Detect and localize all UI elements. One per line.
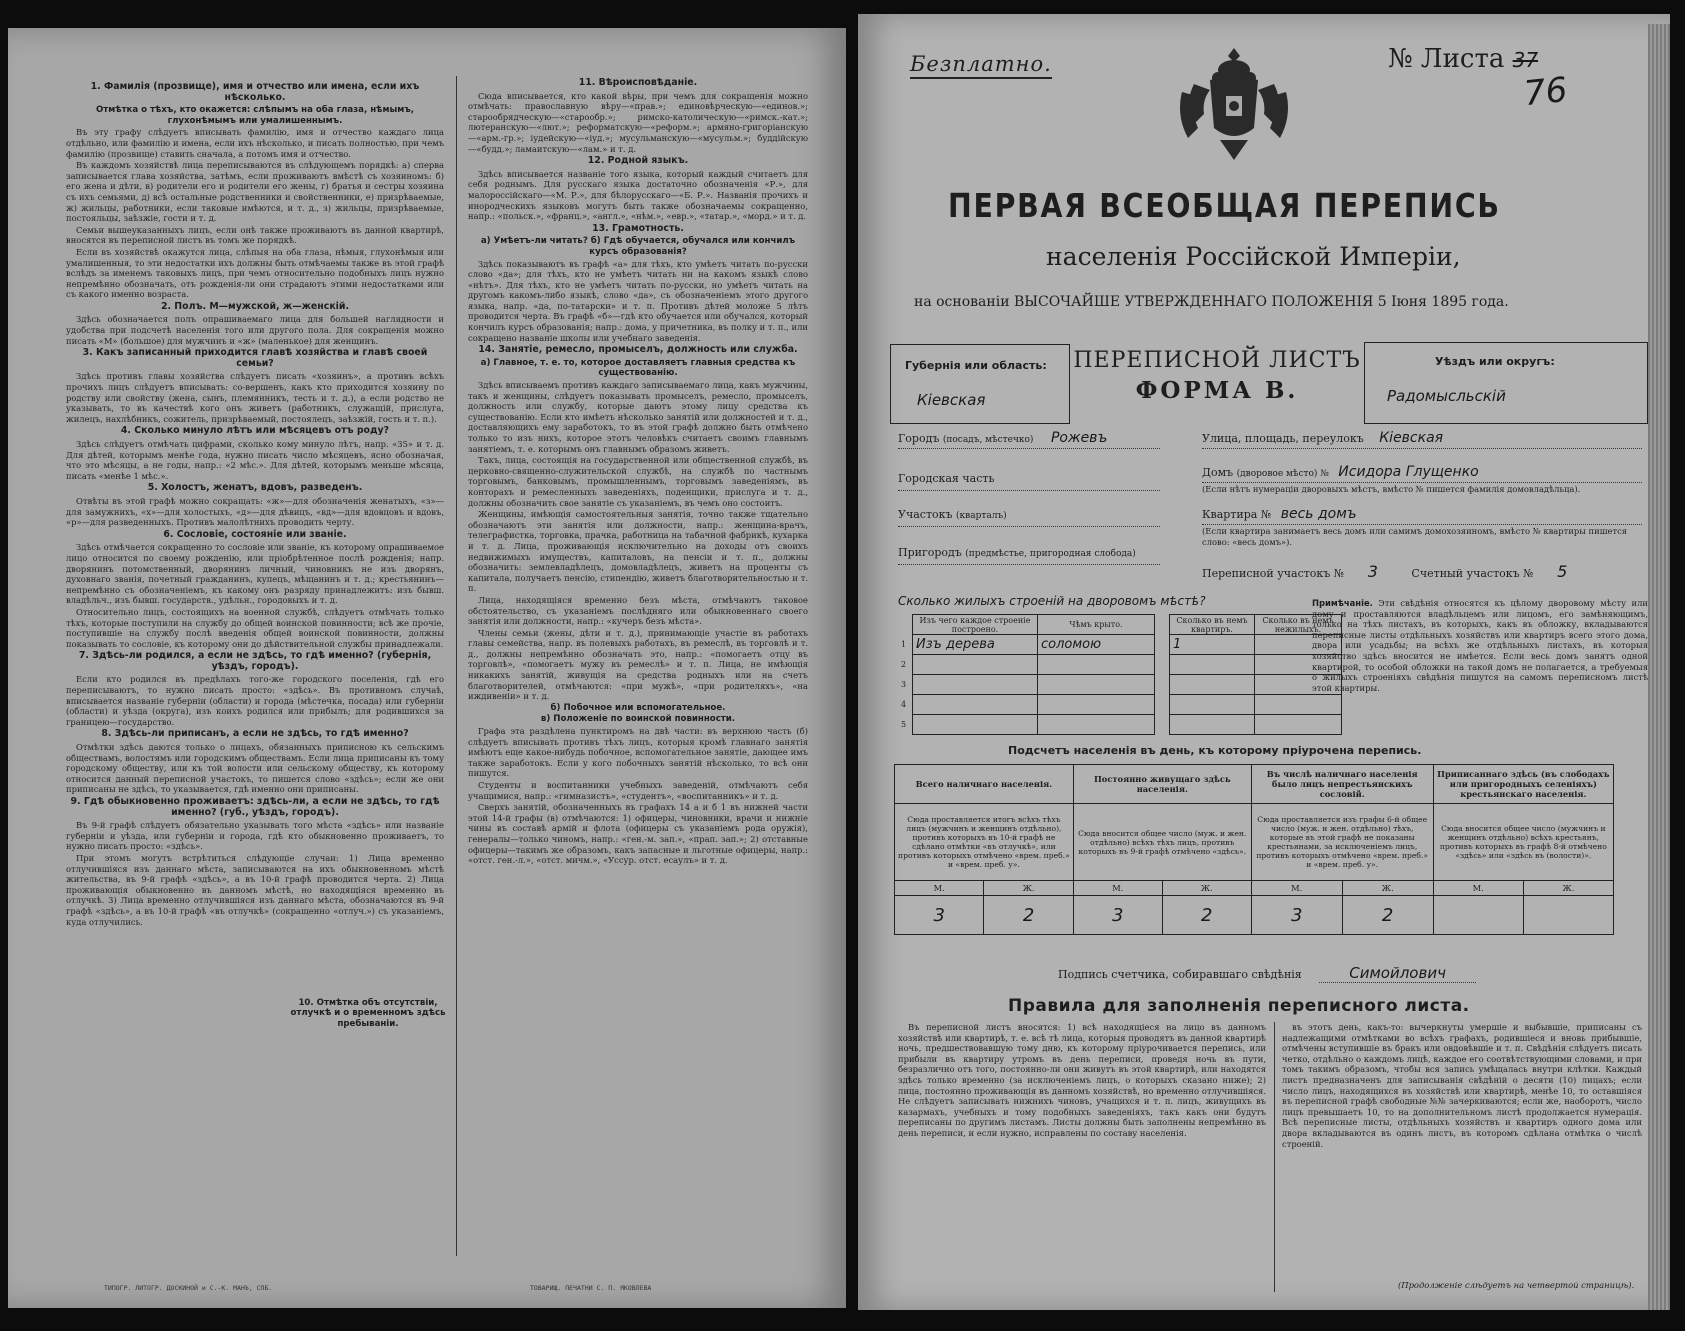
structure-row — [898, 715, 1342, 735]
material-cell[interactable] — [913, 675, 1038, 695]
ulitsa-value[interactable]: Кіевская — [1379, 430, 1444, 446]
paragraph: Относительно лицъ, состоящихъ на военной службѣ, слѣдуетъ отмѣчать только тѣхъ, которые поступили на службу до общей воинской повинности; всѣ же прочіе, поступившіе на службу послѣ введенія общей воинской повинности, должны показывать то сословіе, къ которому они до дѣйствительной службы принадлежали. — [66, 606, 444, 649]
count-description: Сюда проставляется изъ графы 6-й общее число (муж. и жен. отдѣльно) тѣхъ, которые въ этой графѣ не показаны крестьянами, за исключеніемъ лицъ, противъ которыхъ отмѣчено «врем. преб.» и «врем. преб. у». — [1251, 804, 1433, 881]
perepisnoy-label: Переписной участокъ № — [1202, 567, 1345, 580]
nonresidential-cell[interactable] — [1255, 695, 1342, 715]
ulitsa-field — [1202, 430, 1443, 446]
schetny-label: Счетный участокъ № — [1411, 567, 1534, 580]
section-heading: 7. Здѣсь-ли родился, а если не здѣсь, то гдѣ именно? (губернія, уѣздъ, городъ). — [78, 650, 432, 672]
list-number-struck: 37 — [1512, 48, 1539, 72]
section-heading: 5. Холостъ, женатъ, вдовъ, разведенъ. — [147, 482, 363, 494]
paragraph: Отмѣтки здѣсь даются только о лицахъ, обязанныхъ приписною къ сельскимъ обществамъ, волостямъ или городскимъ обществамъ. Если лица приписаны къ тому городскому обществу, или къ той волости или сельскому обществу, къ которому относится данный переписной участокъ, то пишется слово «здѣсь»; если же они приписаны не здѣсь, то указывается, гдѣ именно они приписаны. — [66, 742, 444, 795]
material-cell[interactable] — [913, 695, 1038, 715]
paragraph: Здѣсь слѣдуетъ отмѣчать цифрами, сколько кому минуло лѣтъ, напр. «35» и т. д. Для дѣтей, которымъ менѣе года, нужно писать число мѣсяцевъ, ясно обозначая, что это мѣсяцы, а не годы, напр.: «2 мѣс.». Для дѣтей, которымъ меньше мѣсяца, писать «менѣе 1 мѣс.». — [66, 439, 444, 481]
female-column-label: Ж. — [1342, 881, 1433, 896]
gorod-chast-field: Городская часть — [898, 472, 995, 485]
count-description: Сюда проставляется итогъ всѣхъ тѣхъ лицъ (мужчинъ и женщинъ отдѣльно), противъ которыхъ въ 10-й графѣ не сдѣлано отмѣтки «въ отлучкѣ», или противъ которыхъ отмѣчено «врем. преб.» и «врем. преб. у». — [895, 804, 1074, 881]
kvartira-field — [1202, 506, 1357, 522]
paragraph: Здѣсь отмѣчается сокращенно то сословіе или званіе, къ которому опрашиваемое лицо относится по своему рожденію, или пріобрѣтенное послѣ рожденія; напр. дворянинъ потомственный, дворянинъ личный, чиновникъ не изъ дворянъ, духовнаго званія, почетный гражданинъ, купецъ, мѣщанинъ и т. д.; крестьянинъ—непремѣнно съ обозначеніемъ, къ какому онъ разряду принадлежитъ: изъ бывш. владѣльч., изъ бывш. государств., удѣльн., городовыхъ и т. д. — [66, 542, 444, 606]
count-header: Въ числѣ наличнаго населенія было лицъ непрестьянскихъ сословій. — [1251, 765, 1433, 804]
material-cell[interactable] — [913, 655, 1038, 675]
gorod-field — [898, 430, 1107, 446]
form-title-line1: ПЕРЕПИСНОЙ ЛИСТЪ — [1073, 348, 1361, 373]
structures-header-nonresidential: Сколько въ немъ нежилыхъ. — [1255, 615, 1342, 635]
section-heading: в) Положеніе по воинской повинности. — [540, 714, 736, 725]
census-basis: на основаніи ВЫСОЧАЙШЕ УТВЕРЖДЕННАГО ПОЛОЖЕНІЯ 5 Іюня 1895 года. — [914, 294, 1509, 310]
guberniya-label: Губернія или область: — [905, 359, 1047, 372]
count-value[interactable] — [1523, 896, 1613, 935]
roof-cell[interactable]: соломою — [1038, 635, 1155, 655]
paragraph: Здѣсь обозначается полъ опрашиваемаго лица для большей наглядности и удобства при подсчетѣ населенія того или другого пола. Для сокращенія можно писать «М» (большое) для мужчинъ и «ж» (маленькое) для женщинъ. — [66, 314, 444, 346]
uchastok-field — [898, 508, 1007, 521]
count-description: Сюда вносится общее число (муж. и жен. отдѣльно) всѣхъ тѣхъ лицъ, противъ которыхъ въ 9-й графѣ отмѣчено «здѣсь». — [1073, 804, 1251, 881]
row-number: 3 — [901, 680, 907, 689]
male-column-label: М. — [1251, 881, 1342, 896]
signature-field — [1058, 964, 1476, 982]
signature-label: Подпись счетчика, собиравшаго свѣдѣнія — [1058, 968, 1302, 981]
count-value[interactable]: 3 — [1251, 896, 1342, 935]
note-text: Эти свѣдѣнія относятся къ цѣлому дворовому мѣсту или дому и проставляются владѣльцемъ или лицомъ, его замѣняющимъ, только на тѣхъ листахъ, въ которыхъ, какъ въ обложку, вкладываются переписные листы отдѣльныхъ хозяйствъ или квартиръ всего этого дома, двора или усадьбы; на всѣхъ же отдѣльныхъ листахъ, въ которыя хозяйство здѣсь вносится не имѣется. Если весь домъ занятъ одной квартирой, то особой обложки на такой домъ не полагается, а требуемыя о жилыхъ строеніяхъ свѣдѣнія пишутся на самомъ переписномъ листѣ этой квартиры. — [1312, 598, 1648, 693]
rules-title: Правила для заполненія переписного листа. — [1008, 996, 1470, 1016]
row-number: 2 — [901, 660, 907, 669]
count-table — [894, 764, 1614, 935]
note-block — [1312, 598, 1648, 693]
apartments-cell[interactable] — [1170, 655, 1255, 675]
male-column-label: М. — [1073, 881, 1162, 896]
count-header: Приписаннаго здѣсь (въ слободахъ или пригородныхъ селеніяхъ) крестьянскаго населенія. — [1433, 765, 1613, 804]
row-number: 1 — [901, 640, 907, 649]
male-column-label: М. — [1433, 881, 1523, 896]
paragraph: Студенты и воспитанники учебныхъ заведеній, отмѣчаютъ себя учащимися, напр.: «гимназистъ», «студентъ», «воспитанникъ» и т. д. — [468, 780, 808, 801]
material-cell[interactable]: Изъ дерева — [913, 635, 1038, 655]
female-column-label: Ж. — [1162, 881, 1251, 896]
kvartira-label: Квартира № — [1202, 508, 1272, 521]
column-divider — [456, 76, 457, 1256]
rules-column-2 — [1282, 1022, 1642, 1278]
apartments-cell[interactable]: 1 — [1170, 635, 1255, 655]
paragraph: Здѣсь показываютъ въ графѣ «а» для тѣхъ, кто умѣетъ читать по-русски слово «да»; для тѣхъ, кто не умѣетъ читать ни на какомъ языкѣ слово «нѣтъ». Для тѣхъ, кто не умѣетъ читать по-русски, но умѣетъ читать на другомъ какомъ-либо языкѣ, слово «да», съ обозначеніемъ этого другого языка, напр. «да, по-татарски» и т. п. Противъ дѣтей моложе 5 лѣтъ проводится черта. Въ графѣ «б»—гдѣ кто обучается или обучался, который кончилъ курсъ образованія; напр.: дома, у причетника, въ полку и т. п., или сокращено названіе школы или учебнаго заведенія. — [468, 258, 808, 343]
perepisnoy-field — [1202, 562, 1567, 581]
section-heading: 6. Сословіе, состояніе или званіе. — [163, 528, 347, 540]
roof-cell[interactable] — [1038, 695, 1155, 715]
count-value[interactable]: 3 — [895, 896, 984, 935]
structure-row — [898, 695, 1342, 715]
section-heading: 9. Гдѣ обыкновенно проживаетъ: здѣсь-ли, а если не здѣсь, то гдѣ именно? (губ., уѣздъ, городъ). — [70, 796, 440, 818]
uezd-value[interactable]: Радомысльскій — [1387, 387, 1506, 405]
uchastok-label: Участокъ — [898, 508, 953, 521]
rules-text-2: въ этотъ день, какъ-то: вычеркнуты умершіе и выбывшіе, приписаны съ надлежащими отмѣтками во всѣхъ графахъ, родившіеся и вновь прибывшіе, отмѣчены вступившіе въ бракъ или овдовѣвшіе и т. п. Свѣдѣнія слѣдуетъ писать четко, отдѣльно о каждомъ лицѣ, каждое его соотвѣтствующими словами, и при томъ такимъ образомъ, чтобы вся запись умѣщалась внутри клѣтки. Каждый листъ предназначенъ для записыванія свѣдѣній о десяти (10) лицахъ; если число лицъ, находящихся въ хозяйствѣ или квартирѣ, менѣе 10, то оставшіяся въ переписной графѣ свободные №№ зачеркиваются; если же, наоборотъ, число лицъ превышаетъ 10, то на дополнительномъ листѣ продолжается нумерація. Всѣ переписные листы, отдѣльныхъ хозяйствъ и квартиръ одного дома или двора вкладываются въ одинъ листъ, въ которомъ сдѣлана отмѣтка о числѣ строеній. — [1282, 1022, 1642, 1149]
structure-row — [898, 655, 1342, 675]
paragraph: Здѣсь противъ главы хозяйства слѣдуетъ писать «хозяинъ», а противъ всѣхъ прочихъ лицъ слѣдуетъ вписывать: со-вершенъ, какъ кто приходится хозяину по родству или свойству (жена, сынъ, племянникъ, тесть и т. д.), а если родство не указывать, то въ качествѣ кого онъ живетъ (работникъ, служащій, прислуга, жилецъ, нахлѣбникъ, сожитель, призрѣваемый, постоялецъ, заѣзжій, гость и т. п.). — [66, 371, 444, 424]
paragraph: Здѣсь вписывается названіе того языка, который каждый считаетъ для себя роднымъ. Для русскаго языка достаточно обозначенія «Р.», для малороссійскаго—«М. Р.», для бѣлорусскаго—«Б. Р.». Названія прочихъ и инородческихъ языковъ могутъ быть также обозначаемы сокращенно, напр.: «польск.», «франц.», «англ.», «нѣм.», «евр.», «татар.», «морд.» и т. д. — [468, 168, 808, 222]
rules-text-1: Въ переписной листъ вносятся: 1) всѣ находящіеся на лицо въ данномъ хозяйствѣ или квартирѣ, т. е. всѣ тѣ лица, которыя проводятъ въ данной квартирѣ ночь, предшествовавшую тому дню, къ которому пріурочивается перепись, или прибыли въ квартиру утромъ въ день переписи, проведя ночь въ пути, безразлично отъ того, постоянно-ли они живутъ въ этой квартирѣ, или находятся здѣсь только временно (за исключеніемъ лицъ, о которыхъ сказано ниже); 2) лица, постоянно проживающія въ данномъ хозяйствѣ, но временно отлучившіяся. Не слѣдуетъ записывать нижнихъ чиновъ, учащихся и т. п. лицъ, живущихъ въ казармахъ, учебныхъ и тому подобныхъ заведеніяхъ, такъ какъ они будутъ переписаны по другимъ листамъ. Листы должны быть заполнены непремѣнно въ день переписи, и если нужно, исправлены по составу населенія. — [898, 1022, 1266, 1138]
dom-value[interactable]: Исидора Глущенко — [1338, 464, 1479, 480]
female-column-label: Ж. — [1523, 881, 1613, 896]
apartments-cell[interactable] — [1170, 715, 1255, 735]
list-number-handwritten: 76 — [1522, 69, 1570, 115]
section-heading: б) Побочное или вспомогательное. — [550, 702, 726, 713]
section-10-header: 10. Отмѣтка объ отсутствіи, отлучкѣ и о временномъ здѣсь пребываніи. — [288, 996, 448, 1031]
count-value[interactable]: 2 — [984, 896, 1073, 935]
paragraph: Сверхъ занятій, обозначенныхъ въ графахъ 14 а и б 1 въ нижней части этой 14-й графы (в) отмѣчаются: 1) офицеры, чиновники, врачи и нижніе чины въ составѣ армій и флота (офицеры съ указаніемъ рода оружія), генералы—только чиномъ, напр.: «ген.-м. зап.», «прап. зап.»; 2) отставные офицеры—такимъ же образомъ, какъ запасные и льготные офицеры, напр.: «отст. ген.-л.», «отст. мичм.», «Уссур. отст. есаулъ» и т. д. — [468, 802, 808, 866]
gap — [1155, 715, 1170, 735]
material-cell[interactable] — [913, 715, 1038, 735]
roof-cell[interactable] — [1038, 655, 1155, 675]
list-number-label: № Листа — [1388, 44, 1505, 74]
note-title: Примѣчаніе. — [1312, 598, 1373, 608]
gap — [1155, 655, 1170, 675]
dom-note: (Если нѣтъ нумераціи дворовыхъ мѣстъ, вмѣсто № пишется фамилія домовладѣльца). — [1202, 484, 1581, 494]
census-title: ПЕРВАЯ ВСЕОБЩАЯ ПЕРЕПИСЬ — [948, 186, 1501, 225]
count-header: Всего наличнаго населенія. — [895, 765, 1074, 804]
uezd-label: Уѣздъ или округъ: — [1435, 355, 1555, 368]
form-title-line2: ФОРМА В. — [1135, 377, 1299, 404]
uchastok-hint: (кварталъ) — [956, 511, 1007, 521]
free-label: Безплатно. — [910, 52, 1052, 79]
printer-note-right: ТОВАРИЩ. ПЕЧАТНИ С. П. ЯКОВЛЕВА — [530, 1284, 652, 1292]
count-header: Постоянно живущаго здѣсь населенія. — [1073, 765, 1251, 804]
count-value[interactable]: 2 — [1342, 896, 1433, 935]
signature-value[interactable]: Симойлович — [1319, 964, 1476, 983]
section-heading: 14. Занятіе, ремесло, промыселъ, должность или служба. — [478, 344, 798, 356]
dom-label: Домъ — [1202, 466, 1234, 479]
paragraph: Женщины, имѣющія самостоятельныя занятія, точно также тщательно обозначаютъ эти занятія или должности, напр.: женщина-врачъ, телеграфистка, торговка, прачка, работница на табачной фабрикѣ, кухарка и т. д. Лица, проживающія исключительно на доходы отъ своихъ недвижимыхъ имуществъ, капиталовъ, на пенсіи и т. п., должны обозначить: землевладѣлецъ, домовладѣлецъ, живетъ на проценты съ капитала, получаетъ пенсію, стипендію, живетъ благотворительностью и т. п. — [468, 509, 808, 594]
male-column-label: М. — [895, 881, 984, 896]
structures-header-roof: Чѣмъ крыто. — [1038, 615, 1155, 635]
census-subtitle: населенія Россійской Имперіи, — [1046, 242, 1461, 271]
section-heading: 2. Полъ. М—мужской, ж—женскій. — [160, 300, 350, 312]
paragraph: Если кто родился въ предѣлахъ того-же городского поселенія, гдѣ его переписываютъ, то нужно писать просто: «здѣсь». Въ противномъ случаѣ, вписывается названіе губерніи (области) и города (мѣстечка, посада) или губерніи (области) и уѣзда (округа), изъ коихъ родился или прибылъ; для родившихся за границею—государство. — [66, 674, 444, 727]
gorod-hint: (посадъ, мѣстечко) — [942, 435, 1034, 445]
paragraph: Такъ, лица, состоящія на государственной или общественной службѣ, въ церковно-священно-служительской службѣ, на службѣ по частнымъ торговымъ, банковымъ, промышленнымъ, торговымъ заведеніямъ, въ конторахъ и ремесленныхъ заведеніяхъ, поденщики, прислуга и т. д., должны обозначить свое занятіе съ указаніемъ, въ чемъ оно состоитъ. — [468, 455, 808, 508]
prigorod-label: Пригородъ — [898, 546, 962, 559]
structure-row — [898, 675, 1342, 695]
paragraph: Въ каждомъ хозяйствѣ лица переписываются въ слѣдующемъ порядкѣ: а) сперва записывается глава хозяйства, затѣмъ, если проживаютъ вмѣстѣ съ хозяиномъ: б) его жена и дѣти, в) родители его и родители его жены, г) братья и сестры хозяина съ ихъ семьями, д) всѣ остальные родственники и свойственники, е) призрѣваемые, ж) жильцы, работники, если таковые имѣются, и т. д., з) жильцы, призрѣваемые, постояльцы, заѣзжіе, гости и т. д. — [66, 160, 444, 224]
apartments-cell[interactable] — [1170, 695, 1255, 715]
nonresidential-cell[interactable] — [1255, 715, 1342, 735]
uezd-box — [1364, 342, 1648, 424]
ulitsa-label: Улица, площадь, переулокъ — [1202, 432, 1364, 445]
imperial-eagle-emblem — [1174, 44, 1294, 164]
rules-divider — [1274, 1022, 1275, 1292]
guberniya-value[interactable]: Кіевская — [917, 391, 986, 409]
row-number: 5 — [901, 720, 907, 729]
paragraph: Сюда вписывается, кто какой вѣры, при чемъ для сокращенія можно отмѣчать: православную вѣру—«прав.»; единовѣрческую—«единов.»; старообрядческую—«старообр.»; римско-католическую—«римск.-кат.»; лютеранскую—«лют.»; реформатскую—«реформ.»; армяно-григоріанскую—«арм.-гр.»; іудейскую—«іуд.»; мусульманскую—«мусульм.»; буддійскую—«будд.»; ламаитскую—«лам.» и т. д. — [468, 90, 808, 154]
left-page — [8, 28, 846, 1308]
gorod-value[interactable]: Рожевъ — [1050, 430, 1108, 446]
count-title: Подсчетъ населенія въ день, къ которому пріурочена перепись. — [1008, 744, 1422, 757]
paragraph: Лица, находящіяся временно безъ мѣста, отмѣчаютъ таковое обстоятельство, съ указаніемъ послѣдняго или обыкновеннаго своего занятія или должности, напр.: «кучеръ безъ мѣста». — [468, 594, 808, 627]
structures-header-apartments: Сколько въ немъ квартиръ. — [1170, 615, 1255, 635]
list-number — [1388, 44, 1538, 74]
rules-continued: (Продолженіе слѣдуетъ на четвертой страницѣ). — [1398, 1280, 1635, 1290]
dom-field — [1202, 464, 1479, 480]
count-value[interactable] — [1433, 896, 1523, 935]
prigorod-hint: (предмѣстье, пригородная слобода) — [965, 549, 1136, 559]
form-title — [1070, 348, 1364, 404]
left-column-1 — [66, 80, 444, 1260]
paragraph: Отвѣты въ этой графѣ можно сокращать: «ж»—для обозначенія женатыхъ, «з»—для замужнихъ, «х»—для холостыхъ, «д»—для дѣвицъ, «вд»—для вдовцовъ и вдовъ, «р»—для разведенныхъ. Противъ малолѣтнихъ проводить черту. — [66, 495, 444, 528]
structures-header-material: Изъ чего каждое строеніе построено. — [913, 615, 1038, 635]
right-page — [858, 14, 1670, 1310]
section-heading: 4. Сколько минуло лѣтъ или мѣсяцевъ отъ роду? — [120, 425, 390, 437]
guberniya-box — [890, 344, 1070, 424]
prigorod-field — [898, 546, 1136, 559]
section-heading: 8. Здѣсь-ли приписанъ, а если не здѣсь, то гдѣ именно? — [101, 728, 409, 740]
gap — [1155, 695, 1170, 715]
perepisnoy-value[interactable]: 3 — [1367, 562, 1378, 581]
count-value[interactable]: 2 — [1162, 896, 1251, 935]
section-heading: 1. Фамилія (прозвище), имя и отчество или имена, если ихъ нѣсколько. — [90, 81, 420, 103]
structures-table — [898, 614, 1342, 735]
section-heading: 11. Вѣроисповѣданіе. — [578, 77, 698, 88]
gap — [1155, 675, 1170, 695]
kvartira-value[interactable]: весь домъ — [1280, 506, 1357, 522]
section-heading: а) Умѣетъ-ли читать? б) Гдѣ обучается, обучался или кончилъ курсъ образованія? — [480, 236, 796, 257]
apartments-cell[interactable] — [1170, 675, 1255, 695]
female-column-label: Ж. — [984, 881, 1073, 896]
paragraph: Семьи вышеуказанныхъ лицъ, если онѣ также проживаютъ въ данной квартирѣ, вносятся въ переписной листъ въ томъ же порядкѣ. — [66, 224, 444, 246]
section-heading: 12. Родной языкъ. — [587, 155, 689, 167]
left-column-2 — [468, 76, 808, 1256]
dom-hint: (дворовое мѣсто) № — [1236, 469, 1329, 479]
structures-question: Сколько жилыхъ строеній на дворовомъ мѣстѣ? — [898, 594, 1206, 608]
structure-row — [898, 635, 1342, 655]
paragraph: Въ 9-й графѣ слѣдуетъ обязательно указывать того мѣста «здѣсь» или названіе губерніи и уѣзда, или губерніи и города, гдѣ кто обыкновенно проживаетъ, то нужно писать просто: «здѣсь». — [66, 820, 444, 852]
page-stack-edge — [1648, 24, 1670, 1310]
count-description: Сюда вносится общее число (мужчинъ и женщинъ отдѣльно) всѣхъ крестьянъ, противъ которыхъ въ графѣ 8-й отмѣчено «здѣсь» или «здѣсь въ (волости)». — [1433, 804, 1613, 881]
row-number: 4 — [901, 700, 907, 709]
paragraph: Если въ хозяйствѣ окажутся лица, слѣпыя на оба глаза, нѣмыя, глухонѣмыя или умалишенныя, то эти недостатки ихъ должны быть отмѣчаемы также въ этой графѣ вслѣдъ за именемъ таковыхъ лицъ, при чемъ относительно подобныхъ лицъ нужно непремѣнно обозначать, отъ рожденія-ли они страдаютъ этими недостатками или съ какого именно возраста. — [66, 246, 444, 300]
paragraph: Здѣсь вписываемъ противъ каждаго записываемаго лица, какъ мужчины, такъ и женщины, слѣдуетъ показывать промыселъ, ремесло, промыселъ, должность или службу, которые даютъ этому лицу средства къ существованію. Если кто имѣетъ нѣсколько занятій или должностей и т. д., доставляющихъ ему заработокъ, то въ этой графѣ должно быть отмѣчено только то изъ нихъ, которое этотъ человѣкъ считаетъ своимъ главнымъ занятіемъ, т. е. которымъ онъ главнымъ образомъ живетъ. — [468, 380, 808, 454]
kvartira-note: (Если квартира занимаетъ весь домъ или самимъ домохозяиномъ, вмѣсто № квартиры пишется слово: «весь домъ»). — [1202, 526, 1628, 547]
section-heading: 13. Грамотность. — [592, 222, 684, 234]
section-heading: а) Главное, т. е. то, которое доставляетъ главныя средства къ существованію. — [480, 357, 796, 379]
section-heading: Отмѣтка о тѣхъ, кто окажется: слѣпымъ на оба глаза, нѣмымъ, глухонѣмымъ или умалишеннымъ. — [95, 105, 415, 126]
gorod-label: Городъ — [898, 432, 940, 445]
count-value[interactable]: 3 — [1073, 896, 1162, 935]
gap — [1155, 635, 1170, 655]
roof-cell[interactable] — [1038, 675, 1155, 695]
paragraph: Графа эта раздѣлена пунктиромъ на двѣ части: въ верхнюю часть (б) слѣдуетъ вписывать противъ тѣхъ лицъ, которыя кромѣ главнаго занятія имѣютъ еще какое-нибудь побочное, вспомогательное занятіе, дающее имъ также заработокъ. Если у кого побочныхъ занятій нѣсколько, то всѣ они пишутся. — [468, 726, 808, 779]
rules-column-1 — [898, 1022, 1266, 1294]
schetny-value[interactable]: 5 — [1557, 562, 1568, 581]
paragraph: Въ эту графу слѣдуетъ вписывать фамилію, имя и отчество каждаго лица отдѣльно, или фамилію и имена, если ихъ нѣсколько, и писать полностью, при чемъ фамилію (прозвище) ставить сначала, а потомъ имя и отчество. — [66, 127, 444, 159]
paragraph: Члены семьи (жены, дѣти и т. д.), принимающіе участіе въ работахъ главы семейства, напр. въ полевыхъ работахъ, въ ремеслѣ, въ торговлѣ и т. д., должны непремѣнно обозначать это, напр.: «помогаетъ отцу въ торговлѣ», «помогаетъ мужу въ ремеслѣ» и т. п. Лица, не имѣющія никакихъ занятій, живущія на средства родныхъ или на счетъ благотворителей, отмѣчаются: «при мужѣ», «при родителяхъ», «на иждивеніи» и т. д. — [468, 627, 808, 702]
paragraph: При этомъ могутъ встрѣтиться слѣдующіе случаи: 1) Лица временно отлучившіяся изъ даннаго мѣста, записываются на ихъ обыкновенномъ мѣстѣ жительства, въ 9-й графѣ «здѣсь», а въ 10-й графѣ проводится черта. 2) Лица проживающія обыкновенно въ данномъ мѣстѣ, но находящіяся временно въ отлучкѣ. 3) Лица временно отлучившіяся изъ даннаго мѣста, обозначаются въ 9-й графѣ «здѣсь», а въ 10-й графѣ «въ отлучкѣ» (сокращенно «отлуч.») съ указаніемъ, куда отлучились. — [66, 852, 444, 927]
roof-cell[interactable] — [1038, 715, 1155, 735]
section-heading: 3. Какъ записанный приходится главѣ хозяйства и главѣ своей семьи? — [82, 347, 428, 369]
printer-note-left: ТИПОГР. ЛИТОГР. ДОСКИНОЙ и С.-К. МАНЪ, СПБ. — [104, 1284, 273, 1292]
